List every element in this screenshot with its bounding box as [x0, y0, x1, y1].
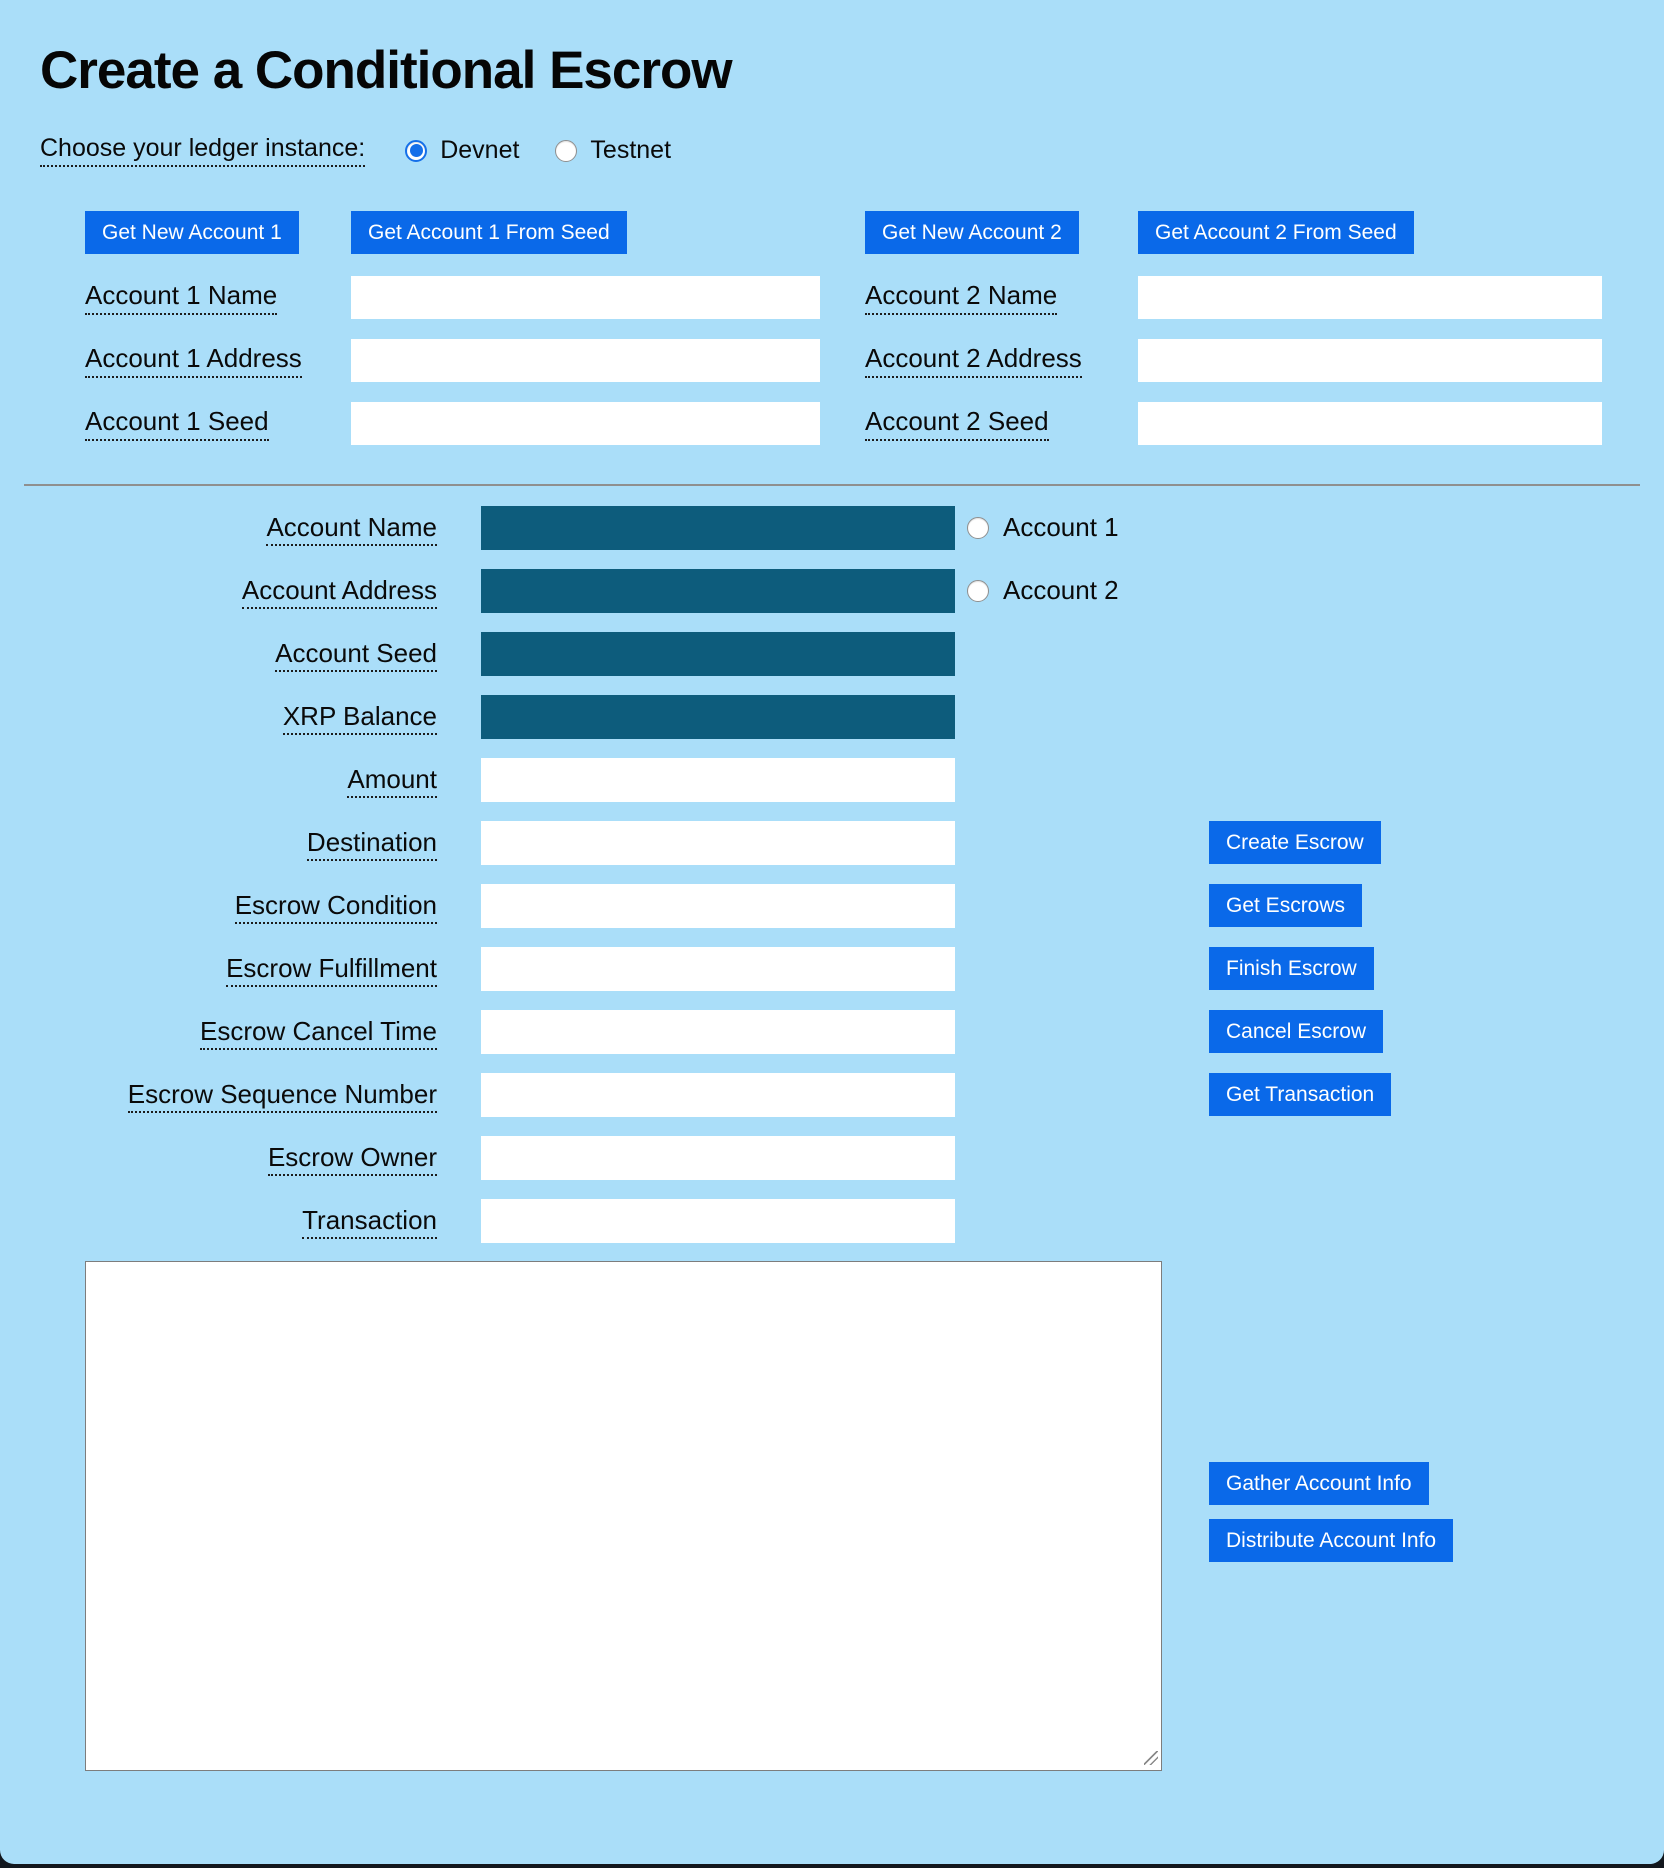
account-address-label: Account Address [242, 575, 437, 609]
account-info-buttons [1209, 1462, 1453, 1771]
radio-option-account-2[interactable] [967, 575, 1119, 606]
form-row-xrp-balance [0, 685, 1664, 748]
account-1-address-label: Account 1 Address [85, 343, 302, 378]
form-row-destination [0, 811, 1664, 874]
escrow-fulfillment-label: Escrow Fulfillment [226, 953, 437, 987]
account-seed-label: Account Seed [275, 638, 437, 672]
distribute-account-info-button[interactable]: Distribute Account Info [1209, 1519, 1453, 1562]
form-row-transaction [0, 1189, 1664, 1252]
account-2-name-input[interactable] [1138, 276, 1602, 319]
page-title: Create a Conditional Escrow [40, 41, 732, 100]
account-buttons-row [85, 211, 1664, 254]
ledger-instance-row [40, 134, 1664, 167]
amount-label: Amount [347, 764, 437, 798]
account-seed-row [85, 392, 1664, 455]
amount-input[interactable] [481, 758, 955, 802]
xrp-balance-field [481, 695, 955, 739]
account-seed-field [481, 632, 955, 676]
form-row-account-name [0, 496, 1664, 559]
escrow-form [0, 496, 1664, 1252]
account-name-field [481, 506, 955, 550]
form-row-account-address [0, 559, 1664, 622]
account-2-seed-input[interactable] [1138, 402, 1602, 445]
account-name-label: Account Name [266, 512, 437, 546]
section-divider [24, 484, 1640, 486]
account-1-seed-input[interactable] [351, 402, 820, 445]
escrow-owner-label: Escrow Owner [268, 1142, 437, 1176]
account-section [85, 211, 1664, 455]
get-transaction-button[interactable]: Get Transaction [1209, 1073, 1391, 1116]
account-2-name-label: Account 2 Name [865, 280, 1057, 315]
create-escrow-button[interactable]: Create Escrow [1209, 821, 1381, 864]
results-section [85, 1261, 1664, 1771]
escrow-sequence-number-input[interactable] [481, 1073, 955, 1117]
get-account-1-from-seed-button[interactable]: Get Account 1 From Seed [351, 211, 627, 254]
escrow-condition-input[interactable] [481, 884, 955, 928]
account-2-address-input[interactable] [1138, 339, 1602, 382]
transaction-input[interactable] [481, 1199, 955, 1243]
devnet-radio-label: Devnet [440, 136, 520, 164]
gather-account-info-button[interactable]: Gather Account Info [1209, 1462, 1429, 1505]
results-area [85, 1261, 1162, 1771]
escrow-condition-label: Escrow Condition [235, 890, 437, 924]
escrow-cancel-time-input[interactable] [481, 1010, 955, 1054]
account-address-row [85, 329, 1664, 392]
transaction-label: Transaction [302, 1205, 437, 1239]
account-1-radio-icon[interactable] [967, 517, 989, 539]
form-row-escrow-fulfillment [0, 937, 1664, 1000]
testnet-radio-icon[interactable] [555, 140, 577, 162]
devnet-radio-icon[interactable] [405, 140, 427, 162]
account-1-seed-label: Account 1 Seed [85, 406, 269, 441]
escrow-fulfillment-input[interactable] [481, 947, 955, 991]
form-row-account-seed [0, 622, 1664, 685]
radio-option-account-1[interactable] [967, 512, 1119, 543]
destination-label: Destination [307, 827, 437, 861]
cancel-escrow-button[interactable]: Cancel Escrow [1209, 1010, 1383, 1053]
escrow-cancel-time-label: Escrow Cancel Time [200, 1016, 437, 1050]
get-account-2-from-seed-button[interactable]: Get Account 2 From Seed [1138, 211, 1414, 254]
account-name-row [85, 266, 1664, 329]
get-new-account-1-button[interactable]: Get New Account 1 [85, 211, 299, 254]
get-new-account-2-button[interactable]: Get New Account 2 [865, 211, 1079, 254]
account-1-address-input[interactable] [351, 339, 820, 382]
form-row-escrow-condition [0, 874, 1664, 937]
form-row-escrow-owner [0, 1126, 1664, 1189]
radio-option-testnet[interactable] [555, 136, 671, 165]
radio-option-devnet[interactable] [405, 136, 519, 165]
escrow-owner-input[interactable] [481, 1136, 955, 1180]
results-textarea[interactable] [85, 1261, 1162, 1771]
form-row-escrow-sequence-number [0, 1063, 1664, 1126]
account-2-address-label: Account 2 Address [865, 343, 1082, 378]
account-2-radio-label: Account 2 [1003, 575, 1119, 605]
finish-escrow-button[interactable]: Finish Escrow [1209, 947, 1374, 990]
account-2-seed-label: Account 2 Seed [865, 406, 1049, 441]
escrow-sequence-number-label: Escrow Sequence Number [128, 1079, 437, 1113]
testnet-radio-label: Testnet [590, 136, 672, 164]
get-escrows-button[interactable]: Get Escrows [1209, 884, 1362, 927]
ledger-instance-label: Choose your ledger instance: [40, 134, 365, 167]
form-row-escrow-cancel-time [0, 1000, 1664, 1063]
xrp-balance-label: XRP Balance [283, 701, 437, 735]
account-1-radio-label: Account 1 [1003, 512, 1119, 542]
destination-input[interactable] [481, 821, 955, 865]
account-address-field [481, 569, 955, 613]
account-1-name-input[interactable] [351, 276, 820, 319]
form-row-amount [0, 748, 1664, 811]
account-2-radio-icon[interactable] [967, 580, 989, 602]
account-1-name-label: Account 1 Name [85, 280, 277, 315]
